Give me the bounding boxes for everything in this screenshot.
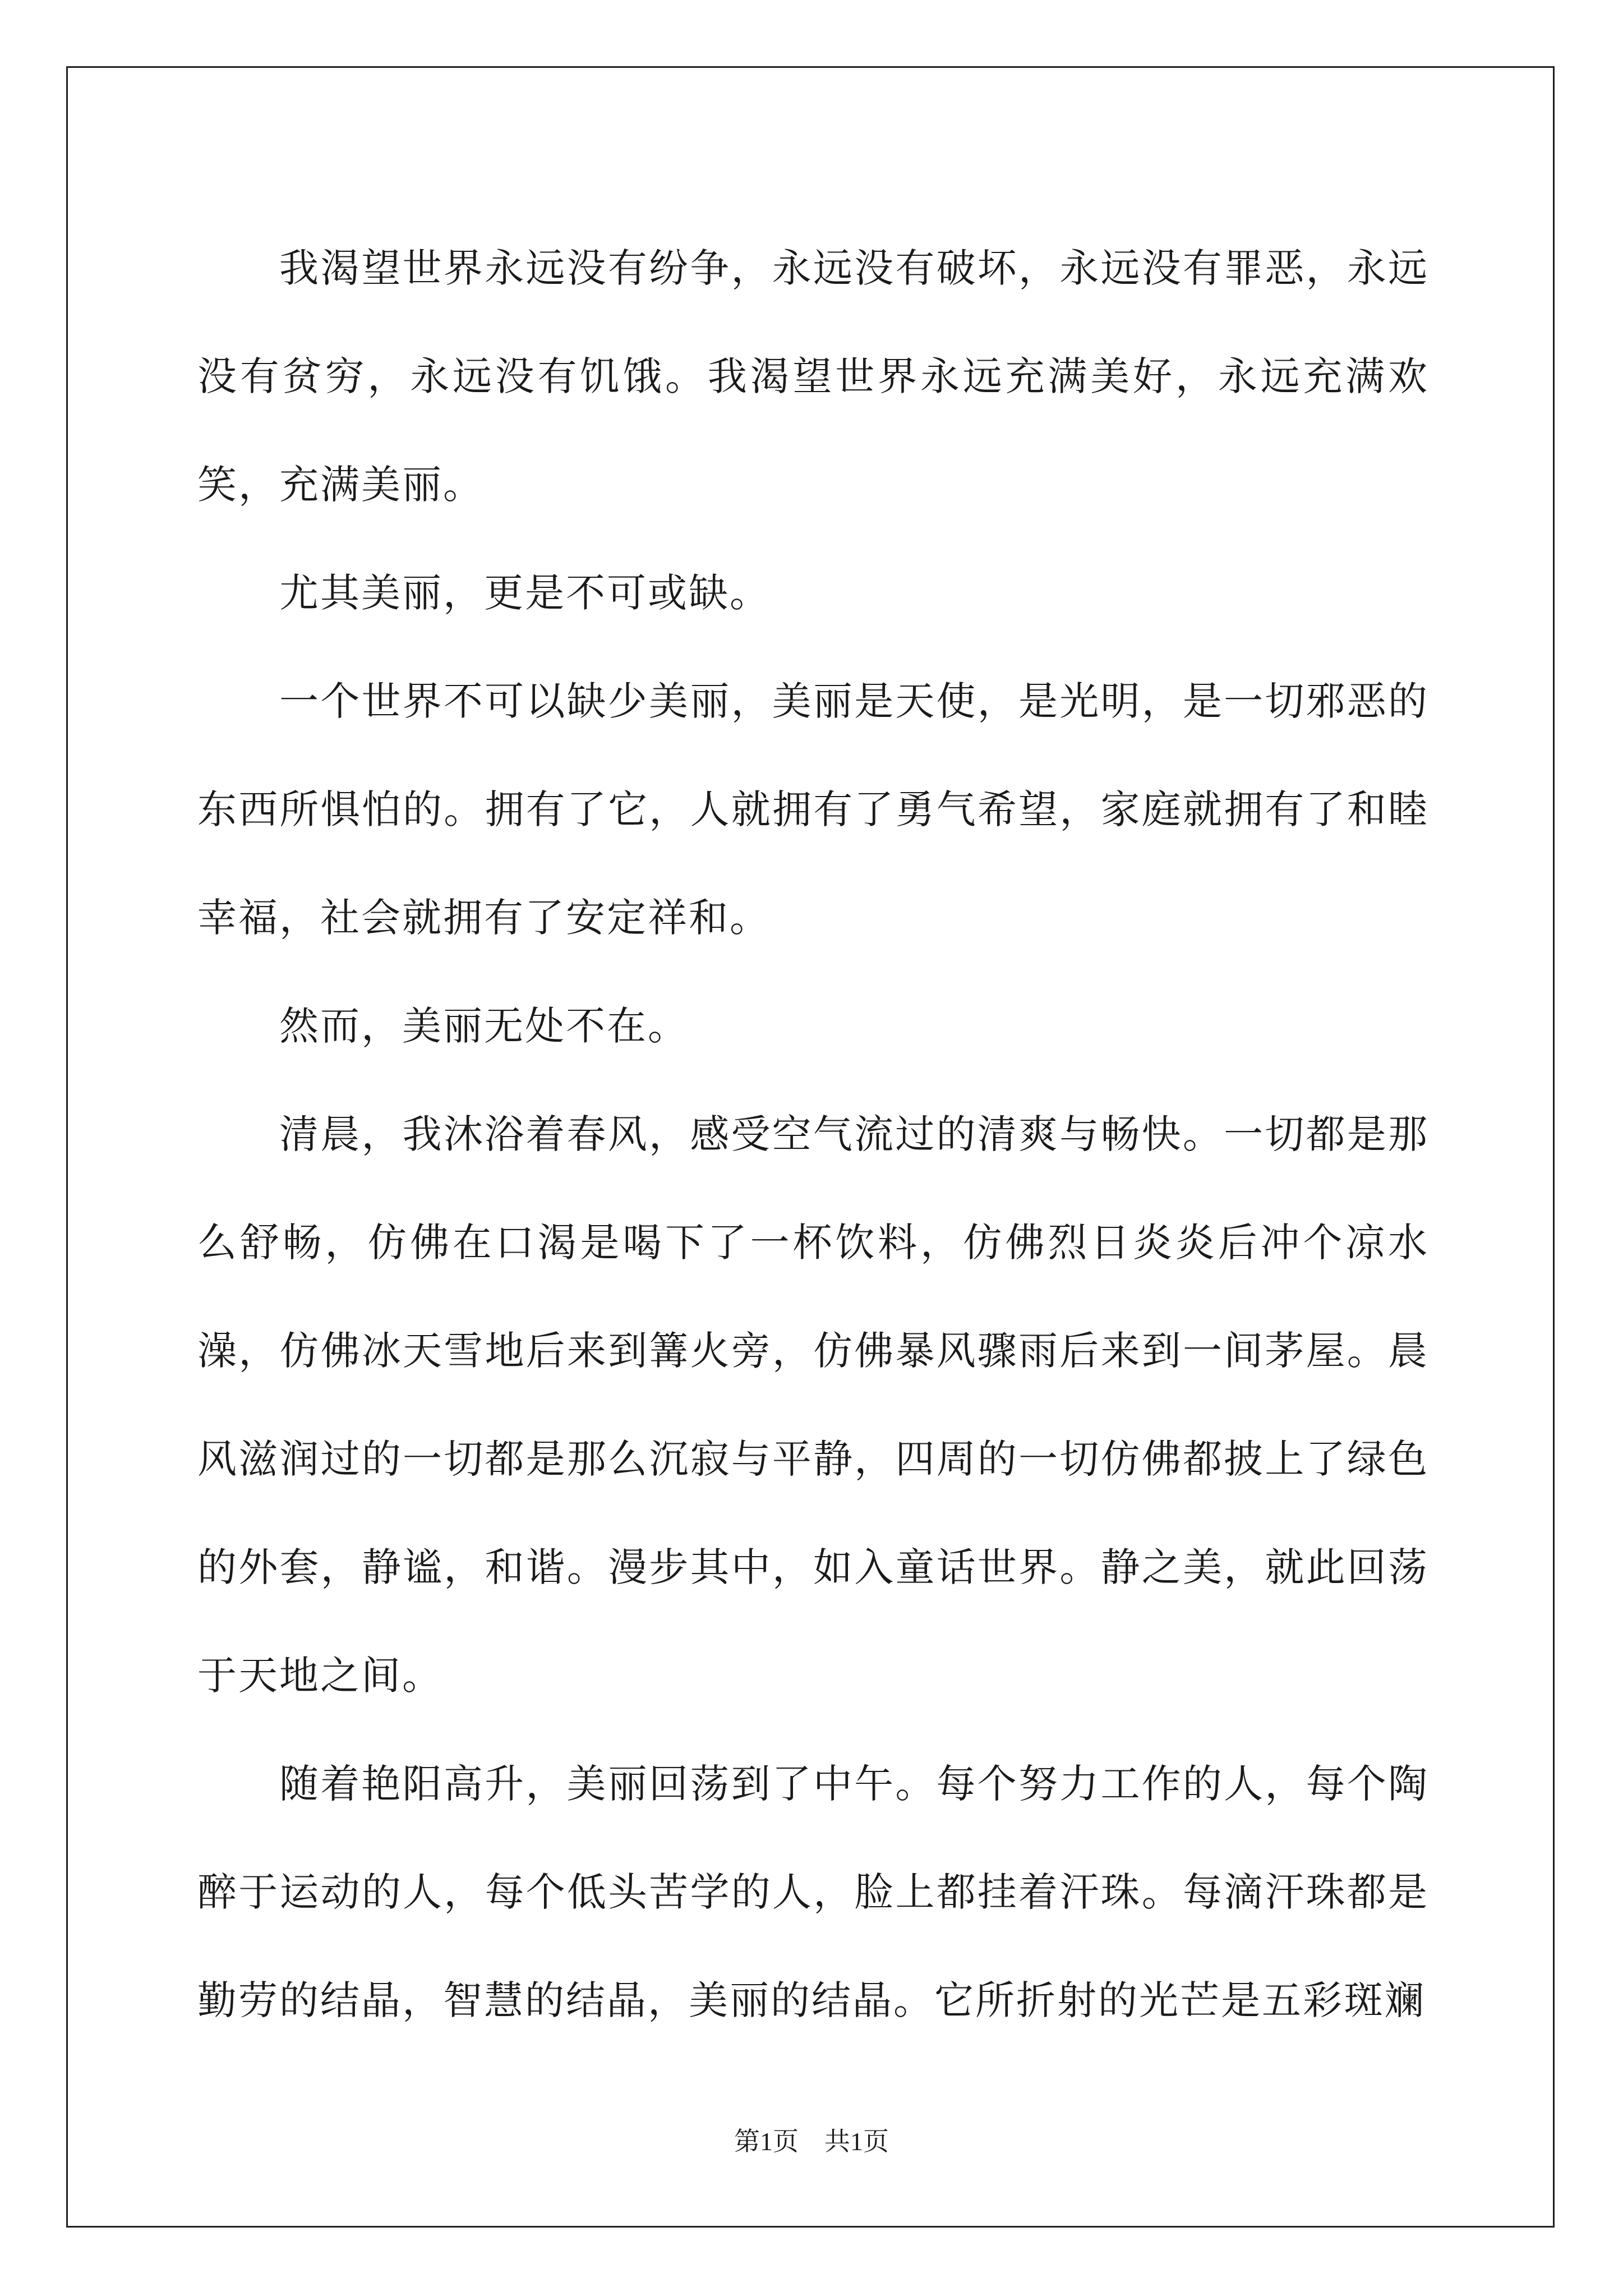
document-body: [197, 214, 1429, 2055]
page-number: 第1页: [734, 2127, 799, 2156]
paragraph: 然而，美丽无处不在。: [279, 1003, 689, 1049]
page-total: 共1页: [824, 2127, 889, 2156]
paragraph: 一个世界不可以缺少美丽，美丽是天使，是光明，是一切邪恶的东西所惧怕的。拥有了它，人就拥有了勇气希望，家庭就拥有了和睦幸福，社会就拥有了安定祥和。: [197, 678, 1429, 941]
paragraph: 随着艳阳高升，美丽回荡到了中午。每个努力工作的人，每个陶醉于运动的人，每个低头苦学的人，脸上都挂着汗珠。每滴汗珠都是勤劳的结晶，智慧的结晶，美丽的结晶。它所折射的光芒是五彩斑斓: [197, 1761, 1429, 2023]
paragraph: 尤其美丽，更是不可或缺。: [279, 570, 771, 616]
paragraph: 我渴望世界永远没有纷争，永远没有破坏，永远没有罪恶，永远没有贫穷，永远没有饥饿。我渴望世界永远充满美好，永远充满欢笑，充满美丽。: [197, 245, 1429, 508]
paragraph: 清晨，我沐浴着春风，感受空气流过的清爽与畅快。一切都是那么舒畅，仿佛在口渴是喝下了一杯饮料，仿佛烈日炎炎后冲个凉水澡，仿佛冰天雪地后来到篝火旁，仿佛暴风骤雨后来到一间茅屋。晨风滋润过的一切都是那么沉寂与平静，四周的一切仿佛都披上了绿色的外套，静谧，和谐。漫步其中，如入童话世界。静之美，就此回荡于天地之间。: [197, 1111, 1429, 1699]
page-footer: [0, 2125, 1623, 2159]
